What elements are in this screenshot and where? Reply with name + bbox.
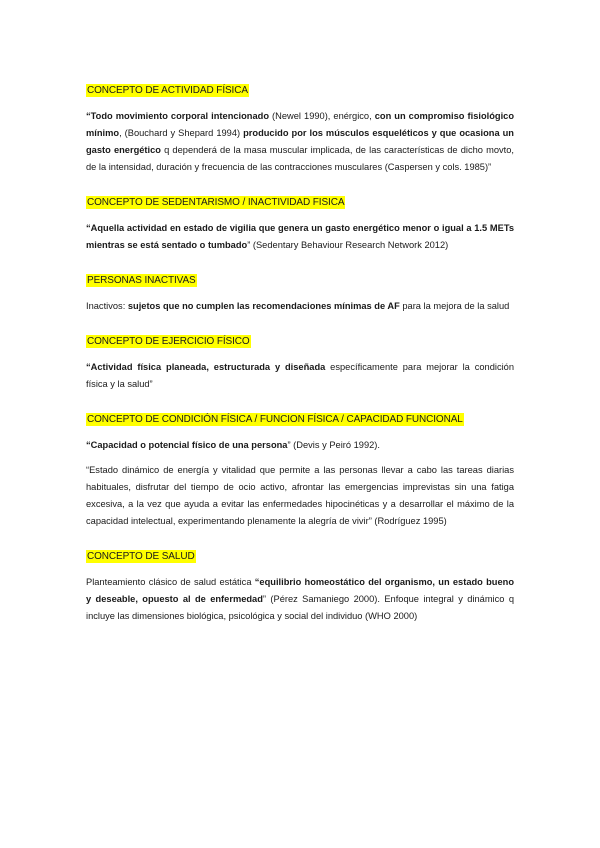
text-run: ” (Pérez Samaniego 2000). Enfoque integral y dinámico q incluye las dimensiones biológica, psicológica y social del individuo (WHO 2000) (86, 594, 514, 621)
section-heading: CONCEPTO DE ACTIVIDAD FÍSICA (87, 85, 248, 96)
text-run: Inactivos: (86, 301, 128, 311)
bold-text: “Aquella actividad en estado de vigilia que genera un gasto energético menor o igual a 1.5 METs mientras se está sentado o tumbado (86, 223, 514, 250)
section (86, 409, 514, 530)
bold-text: “equilibrio homeostático del organismo, un estado bueno y deseable, opuesto al de enfermedad (86, 577, 515, 604)
section (86, 331, 514, 393)
bold-text: “Capacidad o potencial físico de una persona (86, 440, 288, 450)
text-run: “Estado dinámico de energía y vitalidad que permite a las personas llevar a cabo las tareas diarias habituales, disfrutar del tiempo de ocio activo, afrontar las emergencias imprevistas sin una fatiga excesiva, a la vez que ayuda a evitar las enfermedades hipocinéticas y a desarrollar el máximo de la capacidad intelectual, experimentando plenamente la alegría de vivir” (Rodríguez 1995) (86, 465, 514, 526)
text-run: para la mejora de la salud (399, 301, 510, 311)
section-heading: CONCEPTO DE SEDENTARISMO / INACTIVIDAD FISICA (87, 197, 345, 208)
section-heading: CONCEPTO DE EJERCICIO FÍSICO (87, 336, 250, 347)
text-run: q dependerá de la masa muscular implicada, de las características de dicho movto, de la intensidad, duración y frecuencia de las contracciones musculares (Caspersen y cols. 1985)” (86, 145, 514, 172)
section-paragraph (86, 220, 514, 254)
section (86, 546, 514, 625)
section (86, 80, 514, 176)
text-run: Planteamiento clásico de salud estática (86, 577, 255, 587)
section (86, 192, 514, 254)
bold-text: “Actividad física planeada, estructurada y diseñada (86, 362, 326, 372)
bold-text: producido por los músculos esqueléticos y que ocasiona un gasto energético (86, 128, 514, 155)
section-paragraph (86, 574, 514, 625)
text-run: específicamente para mejorar la condición física y la salud” (86, 362, 515, 389)
section-paragraph (86, 298, 514, 315)
section-heading: CONCEPTO DE CONDICIÓN FÍSICA / FUNCION FÍSICA / CAPACIDAD FUNCIONAL (87, 414, 463, 425)
section (86, 270, 514, 315)
section-paragraph (86, 462, 514, 530)
text-run: ” (Devis y Peiró 1992). (287, 440, 380, 450)
section-heading: PERSONAS INACTIVAS (87, 275, 196, 286)
text-run: , (Bouchard y Shepard 1994) (119, 128, 244, 138)
text-run: (Newel 1990), enérgico, (269, 111, 375, 121)
document-content (86, 80, 514, 641)
section-paragraph (86, 359, 514, 393)
section-paragraph (86, 437, 514, 454)
bold-text: sujetos que no cumplen las recomendaciones mínimas de AF (127, 301, 400, 311)
section-paragraph (86, 108, 514, 176)
section-heading: CONCEPTO DE SALUD (87, 551, 195, 562)
bold-text: con un compromiso fisiológico mínimo (86, 111, 514, 138)
text-run: ” (Sedentary Behaviour Research Network 2012) (247, 240, 449, 250)
bold-text: “Todo movimiento corporal intencionado (86, 111, 270, 121)
